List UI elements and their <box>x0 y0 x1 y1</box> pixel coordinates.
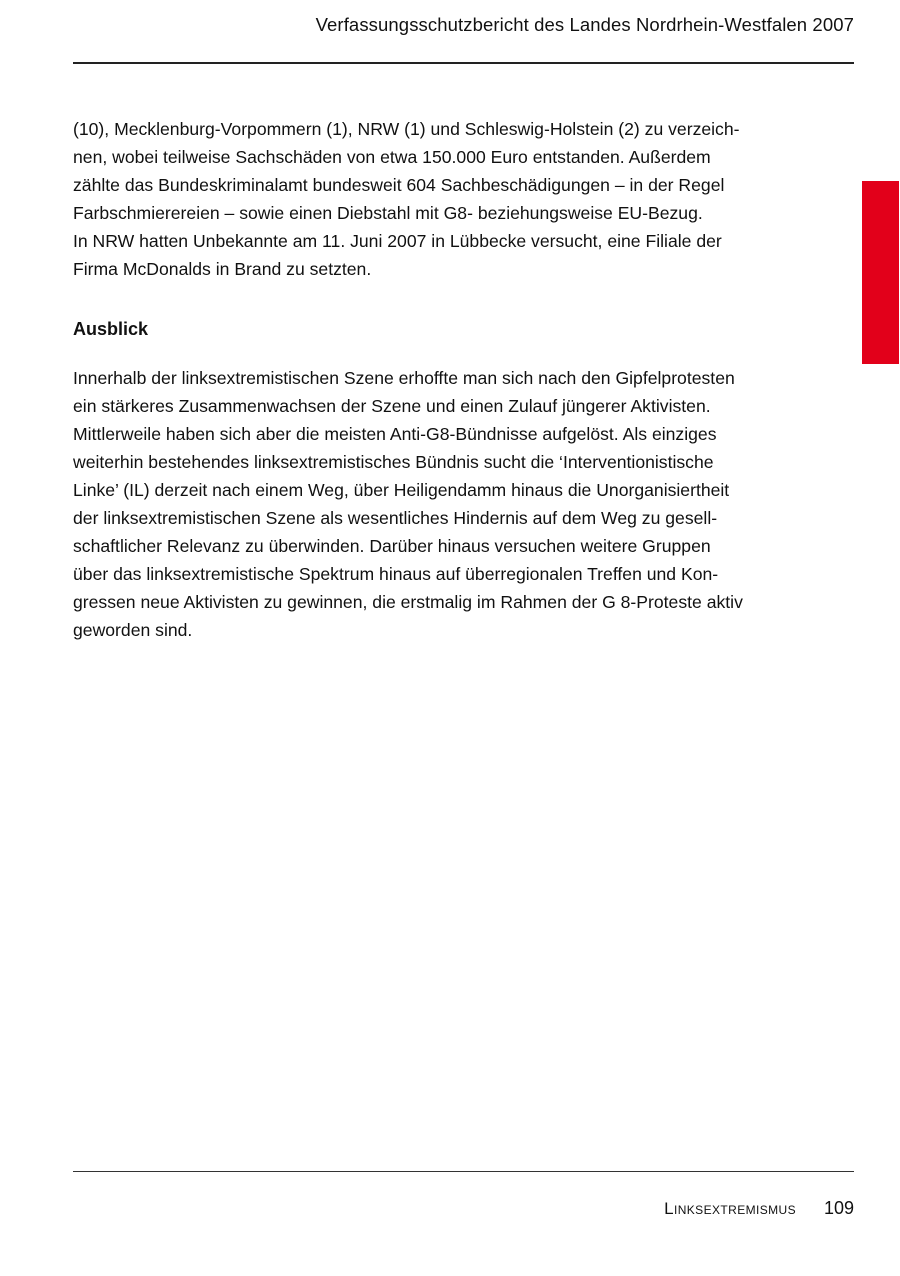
text-line: geworden sind. <box>73 620 193 640</box>
text-line: Farbschmierereien – sowie einen Diebstahl mit G8- beziehungsweise EU-Bezug. <box>73 203 703 224</box>
text-line: In NRW hatten Unbekannte am 11. Juni 2007 in Lübbecke versucht, eine Filiale der <box>73 231 722 252</box>
body-paragraph <box>73 364 833 644</box>
body-paragraph <box>73 115 833 284</box>
text-line: Innerhalb der linksextremistischen Szene erhoffte man sich nach den Gipfelprotesten <box>73 368 735 388</box>
text-line: weiterhin bestehendes linksextremistisches Bündnis sucht die ‘Interventionistische <box>73 452 714 472</box>
text-line: (10), Mecklenburg-Vorpommern (1), NRW (1) und Schleswig-Holstein (2) zu verzeich- <box>73 119 740 139</box>
text-line: nen, wobei teilweise Sachschäden von etwa 150.000 Euro entstanden. Außerdem <box>73 147 711 168</box>
text-line: schaftlicher Relevanz zu überwinden. Darüber hinaus versuchen weitere Gruppen <box>73 536 711 556</box>
footer-section-label: Linksextremismus <box>664 1199 796 1218</box>
body-text-section <box>73 115 833 284</box>
outlook-section <box>73 364 833 644</box>
page-number: 109 <box>823 1198 854 1218</box>
section-heading: Ausblick <box>73 319 149 339</box>
chapter-marker-tab <box>862 181 899 364</box>
text-line: Linke’ (IL) derzeit nach einem Weg, über Heiligendamm hinaus die Unorganisiertheit <box>73 480 730 500</box>
text-line: der linksextremistischen Szene als wesentliches Hindernis auf dem Weg zu gesell- <box>73 508 718 528</box>
page-footer <box>73 1171 854 1232</box>
text-line: ein stärkeres Zusammenwachsen der Szene und einen Zulauf jüngerer Aktivisten. <box>73 396 711 416</box>
text-line: über das linksextremistische Spektrum hinaus auf überregionalen Treffen und Kon- <box>73 564 719 584</box>
text-line: gressen neue Aktivisten zu gewinnen, die erstmalig im Rahmen der G 8-Proteste aktiv <box>73 592 743 612</box>
text-line: zählte das Bundeskriminalamt bundesweit 604 Sachbeschädigungen – in der Regel <box>73 175 725 196</box>
text-line: Firma McDonalds in Brand zu setzten. <box>73 259 372 280</box>
page-header <box>73 12 854 64</box>
running-header-title: Verfassungsschutzbericht des Landes Nordrhein-Westfalen 2007 <box>315 14 854 35</box>
text-line: Mittlerweile haben sich aber die meisten Anti-G8-Bündnisse aufgelöst. Als einziges <box>73 424 717 444</box>
